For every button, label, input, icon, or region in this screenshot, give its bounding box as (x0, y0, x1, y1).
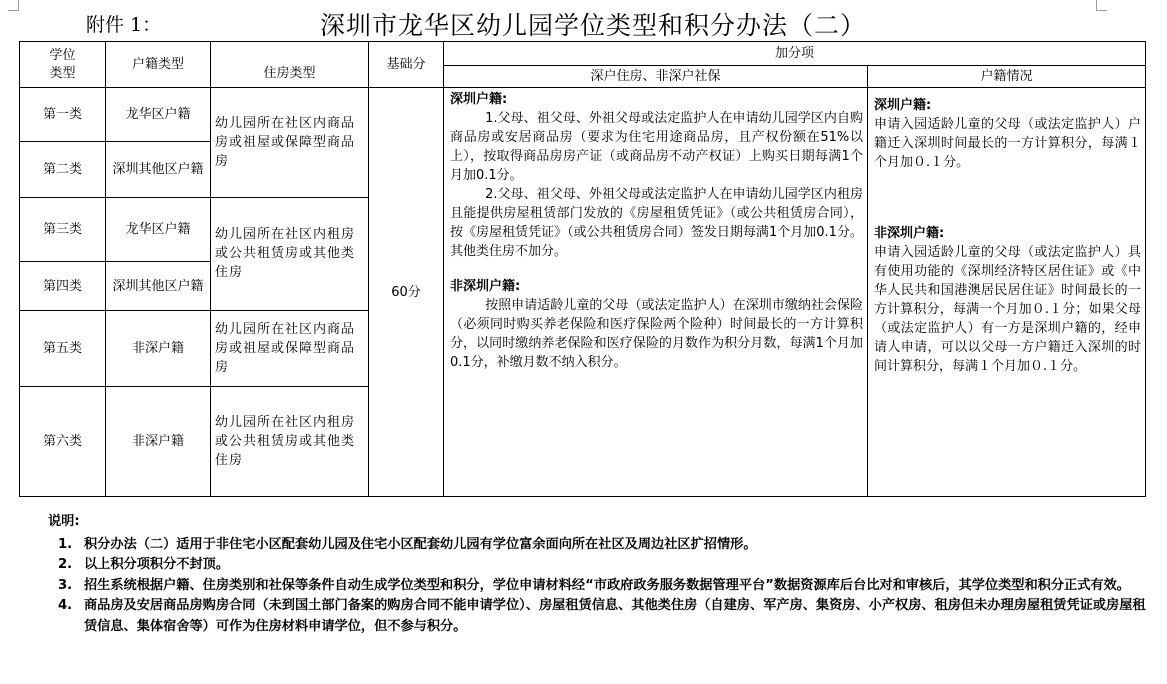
page-title: 深圳市龙华区幼儿园学位类型和积分办法（二） (320, 11, 867, 40)
note-text: 积分办法（二）适用于非住宅小区配套幼儿园及住宅小区配套幼儿园有学位富余面向所在社区及周边社区扩招情形。 (84, 536, 757, 552)
row-hukou: 龙华区户籍 (106, 198, 211, 262)
row-hukou: 深圳其他区户籍 (106, 262, 211, 310)
hukou-sz-heading: 深圳户籍: (874, 98, 932, 114)
bonus-hukou-cell (868, 88, 1146, 497)
row-housing: 幼儿园所在社区内租房或公共租赁房或其他类住房 (211, 198, 369, 310)
hukou-sz-rule: 申请入园适龄儿童的父母（或法定监护人）户籍迁入深圳时间最长的一方计算积分，每满１个月加０.１分。 (874, 117, 1142, 171)
header-housing-type: 住房类型 (211, 42, 369, 88)
row-hukou: 深圳其他区户籍 (106, 142, 211, 198)
sz-rule-1: 1.父母、祖父母、外祖父母或法定监护人在申请幼儿园学区内自购商品房或安居商品房（要求为住宅用途商品房，且产权份额在51%以上），按取得商品房房产证（或商品房不动产权证）上购买日期每满1个月加0.1分。 (450, 111, 863, 184)
scoring-table (19, 41, 1146, 497)
row-category: 第六类 (20, 386, 106, 496)
note-number: 3. (58, 577, 73, 593)
note-text: 招生系统根据户籍、住房类别和社保等条件自动生成学位类型和积分，学位申请材料经“市政府政务服务数据管理平台”数据资源库后台比对和审核后，其学位类型和积分正式有效。 (84, 577, 1130, 593)
note-number: 4. (58, 598, 73, 613)
hukou-nonsz-rule: 申请入园适龄儿童的父母（或法定监护人）具有使用功能的《深圳经济特区居住证》或《中华人民共和国港澳居民居住证》时间最长的一方计算积分，每满一个月加０.１分；如果父母（或法定监护人）有一方是深圳户籍的，经申请人申请，可以以父母一方户籍迁入深圳的时间计算积分，每满１个月加０.１分。 (874, 245, 1142, 375)
note-text: 商品房及安居商品房购房合同（未到国土部门备案的购房合同不能申请学位）、房屋租赁信息、其他类住房（自建房、军产房、集资房、小产权房、租房但未办理房屋租赁凭证或房屋租赁信息、集体宿舍等）可作为住房材料申请学位，但不参与积分。 (84, 598, 1146, 634)
header-base-score: 基础分 (369, 42, 444, 88)
sz-heading: 深圳户籍: (450, 92, 508, 108)
note-text: 以上积分项积分不封顶。 (84, 557, 230, 572)
page-corner-mark-right (1096, 0, 1107, 11)
note-number: 1. (58, 536, 73, 552)
row-category: 第二类 (20, 142, 106, 198)
hukou-nonsz-heading: 非深圳户籍: (874, 226, 945, 242)
note-item (58, 555, 1158, 576)
row-category: 第三类 (20, 198, 106, 262)
notes-list (48, 535, 1158, 638)
note-item (58, 596, 1158, 637)
notes-section (48, 512, 1158, 637)
note-item (58, 576, 1158, 597)
sz-rule-2: 2.父母、祖父母、外祖父母或法定监护人在申请幼儿园学区内租房且能提供房屋租赁部门发放的《房屋租赁凭证》（或公共租赁房合同），按《房屋租赁凭证》（或公共租赁房合同）签发日期每满1个月加0.1分。其他类住房不加分。 (450, 187, 863, 260)
note-number: 2. (58, 557, 73, 572)
attachment-label: 附件 1： (86, 14, 162, 36)
header-hukou-type: 户籍类型 (106, 42, 211, 88)
row-housing: 幼儿园所在社区内商品房或祖屋或保障型商品房 (211, 310, 369, 386)
row-category: 第五类 (20, 310, 106, 386)
header-degree-type: 学位 类型 (20, 42, 106, 88)
row-hukou: 龙华区户籍 (106, 88, 211, 142)
row-housing: 幼儿园所在社区内商品房或祖屋或保障型商品房 (211, 88, 369, 198)
nonsz-rule-1: 按照申请适龄儿童的父母（或法定监护人）在深圳市缴纳社会保险（必须同时购买养老保险和医疗保险两个险种）时间最长的一方计算积分，以同时缴纳养老保险和医疗保险的月数作为积分月数，每满1个月加0.1分，补缴月数不纳入积分。 (450, 298, 863, 371)
row-housing: 幼儿园所在社区内租房或公共租赁房或其他类住房 (211, 386, 369, 496)
note-item (58, 535, 1158, 556)
notes-label: 说明: (48, 514, 80, 529)
base-score-value: 60分 (369, 88, 444, 497)
page-corner-mark-left (8, 0, 19, 11)
header-bonus: 加分项 (444, 42, 1146, 66)
row-hukou: 非深户籍 (106, 310, 211, 386)
header-bonus-housing-social: 深户住房、非深户社保 (444, 66, 868, 88)
row-category: 第一类 (20, 88, 106, 142)
header-bonus-hukou: 户籍情况 (868, 66, 1146, 88)
row-hukou: 非深户籍 (106, 386, 211, 496)
nonsz-heading: 非深圳户籍: (450, 279, 521, 295)
row-category: 第四类 (20, 262, 106, 310)
bonus-housing-social-cell (444, 88, 868, 497)
